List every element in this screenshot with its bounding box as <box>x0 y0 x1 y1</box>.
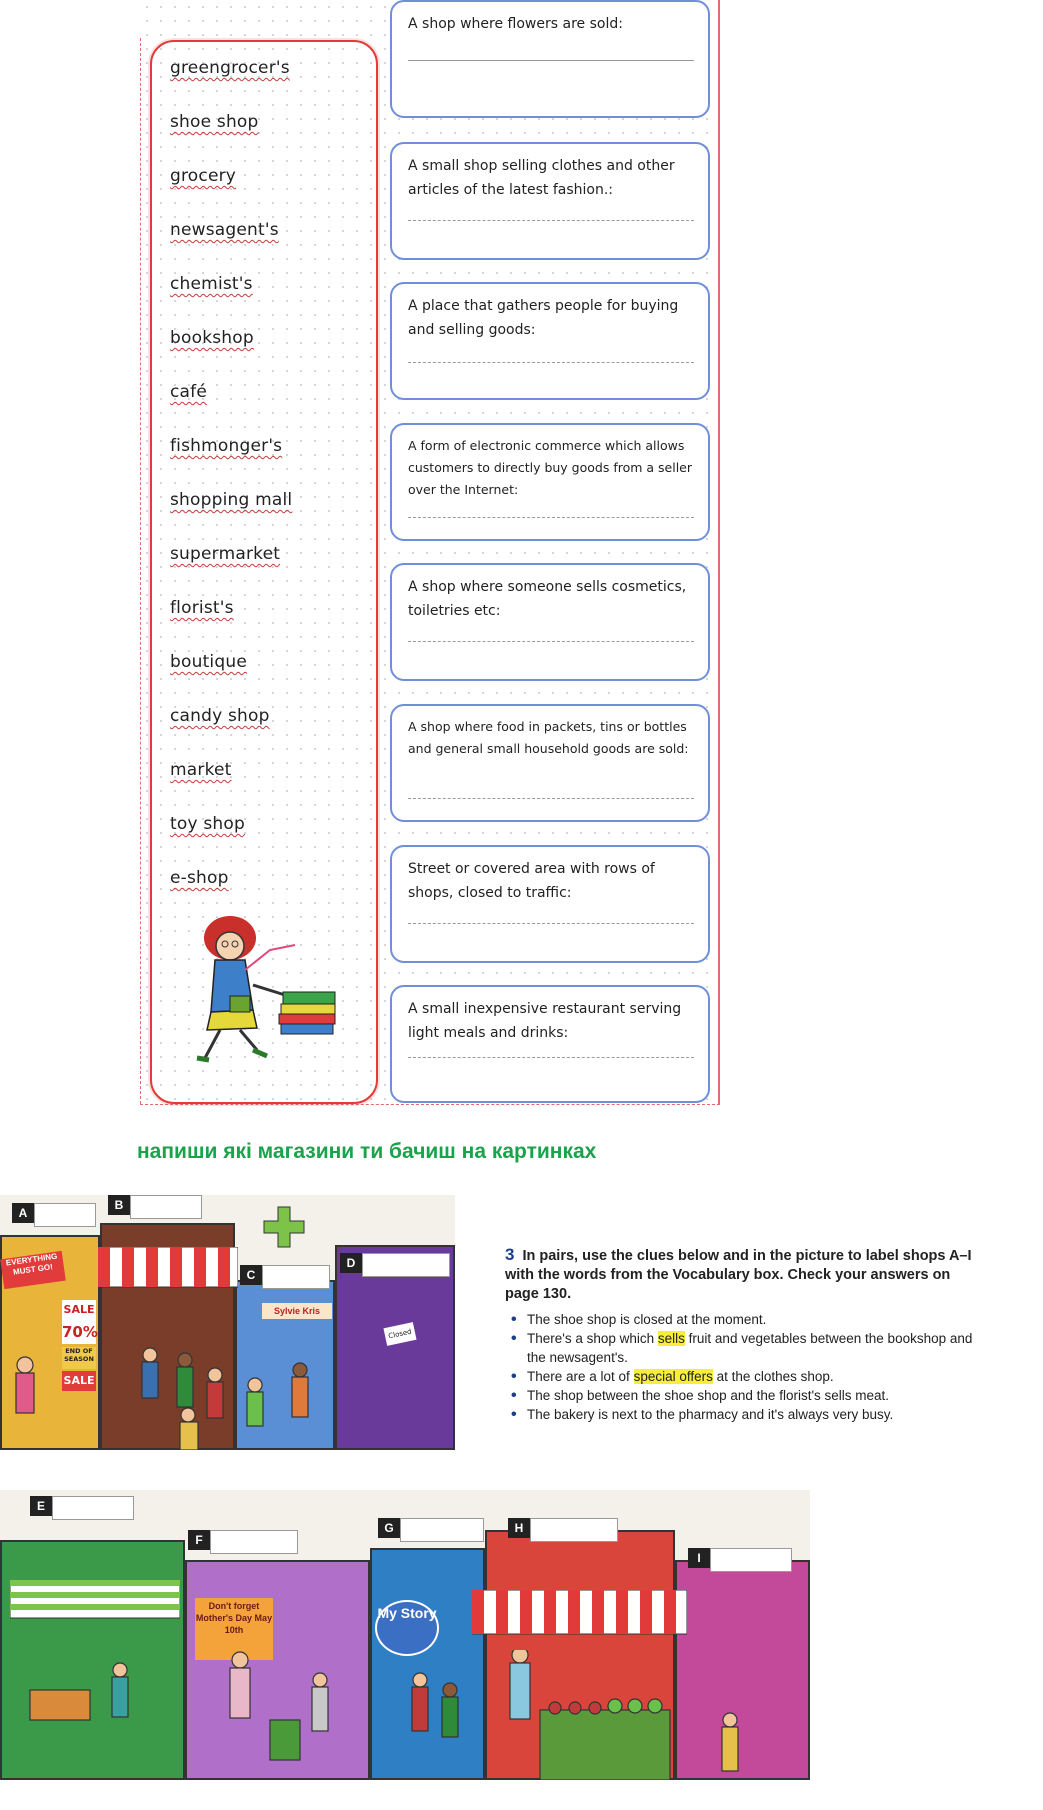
shop-letter-b: B <box>108 1195 130 1215</box>
striped-awning <box>472 1590 687 1638</box>
exercise-heading: напиши які магазини ти бачиш на картинках <box>137 1140 597 1163</box>
word-item: toy shop <box>170 814 245 834</box>
shop-label-input[interactable] <box>400 1518 484 1542</box>
shop-letter-e: E <box>30 1496 52 1516</box>
definition-text: Street or covered area with rows of shops, closed to traffic: <box>408 861 655 901</box>
definition-text: A place that gathers people for buying and selling goods: <box>408 298 679 338</box>
mothers-day-poster: Don't forget Mother's Day May 10th <box>195 1598 273 1660</box>
bookshop-sign: My Story <box>375 1600 439 1656</box>
definition-text: A shop where someone sells cosmetics, toiletries etc: <box>408 579 687 619</box>
answer-line[interactable] <box>408 798 694 799</box>
shop-label-input[interactable] <box>34 1203 96 1227</box>
shop-letter-i: I <box>688 1548 710 1568</box>
people-crowd-illustration <box>0 1335 455 1450</box>
word-item: florist's <box>170 598 234 618</box>
worksheet-border <box>140 1104 720 1105</box>
shop-label-input[interactable] <box>530 1518 618 1542</box>
word-item: market <box>170 760 232 780</box>
definition-card <box>390 142 710 260</box>
street-scene-illustration <box>0 1650 810 1780</box>
definition-card <box>390 0 710 118</box>
sale-poster: EVERYTHING MUST GO! <box>0 1251 66 1289</box>
answer-line[interactable] <box>408 220 694 221</box>
answer-line[interactable] <box>408 362 694 363</box>
word-item: newsagent's <box>170 220 279 240</box>
task-number: 3 <box>505 1245 515 1264</box>
worksheet-border <box>140 38 142 1104</box>
word-item: fishmonger's <box>170 436 283 456</box>
word-item: bookshop <box>170 328 254 348</box>
shop-letter-f: F <box>188 1530 210 1550</box>
sale-poster: SALE <box>62 1371 96 1391</box>
pharmacy-cross-icon <box>262 1205 306 1249</box>
word-item: supermarket <box>170 544 281 564</box>
word-item: café <box>170 382 208 402</box>
answer-line[interactable] <box>408 923 694 924</box>
clue-item: • The shoe shop is closed at the moment. <box>527 1310 985 1329</box>
definition-card <box>390 985 710 1103</box>
closed-sign: Closed <box>383 1322 416 1346</box>
definition-text: A shop where food in packets, tins or bottles and general small household goods are sold: <box>408 719 689 756</box>
shop-street-picture-top <box>0 1195 455 1450</box>
clue-item: • The shop between the shoe shop and the florist's sells meat. <box>527 1386 985 1405</box>
shopper-woman-illustration <box>175 900 350 1070</box>
definition-text: A form of electronic commerce which allows customers to directly buy goods from a seller over the Internet: <box>408 438 693 497</box>
task-instruction: In pairs, use the clues below and in the picture to label shops A–I with the words from the Vocabulary box. Check your answers on page 130. <box>505 1248 972 1302</box>
striped-awning <box>98 1247 238 1297</box>
word-item: grocery <box>170 166 237 186</box>
word-item: shopping mall <box>170 490 293 510</box>
clue-item: • The bakery is next to the pharmacy and it's always very busy. <box>527 1405 985 1424</box>
definition-card <box>390 704 710 822</box>
sale-poster: END OF SEASON <box>62 1347 96 1369</box>
definition-card <box>390 423 710 541</box>
definition-card <box>390 282 710 400</box>
shop-label-input[interactable] <box>710 1548 792 1572</box>
shop-label-input[interactable] <box>52 1496 134 1520</box>
sale-poster: SALE <box>62 1300 96 1320</box>
shop-letter-h: H <box>508 1518 530 1538</box>
shop-label-input[interactable] <box>262 1265 330 1289</box>
word-item: boutique <box>170 652 247 672</box>
striped-awning <box>10 1580 180 1620</box>
definition-card <box>390 845 710 963</box>
answer-line[interactable] <box>408 60 694 61</box>
word-item: greengrocer's <box>170 58 290 78</box>
shop-letter-d: D <box>340 1253 362 1273</box>
definition-text: A small inexpensive restaurant serving light meals and drinks: <box>408 1001 682 1041</box>
word-item: shoe shop <box>170 112 259 132</box>
shop-label-input[interactable] <box>210 1530 298 1554</box>
shop-label-input[interactable] <box>362 1253 450 1277</box>
shop-label-input[interactable] <box>130 1195 202 1219</box>
shop-letter-a: A <box>12 1203 34 1223</box>
shop-street-picture-bottom <box>0 1490 810 1780</box>
clue-item: • There's a shop which sells fruit and vegetables between the bookshop and the newsagent's. <box>527 1329 985 1367</box>
shop-letter-g: G <box>378 1518 400 1538</box>
shop-letter-c: C <box>240 1265 262 1285</box>
definition-card <box>390 563 710 681</box>
sale-poster: 70% <box>62 1320 96 1344</box>
book-poster: Sylvie Kris <box>262 1303 332 1319</box>
answer-line[interactable] <box>408 1057 694 1058</box>
answer-line[interactable] <box>408 517 694 518</box>
task-instructions <box>505 1245 985 1424</box>
definition-text: A small shop selling clothes and other articles of the latest fashion.: <box>408 158 675 198</box>
worksheet-border <box>718 0 720 1105</box>
answer-line[interactable] <box>408 641 694 642</box>
word-item: chemist's <box>170 274 253 294</box>
definition-text: A shop where flowers are sold: <box>408 16 623 32</box>
clue-item: • There are a lot of special offers at the clothes shop. <box>527 1367 985 1386</box>
clue-list <box>505 1310 985 1424</box>
word-item: e-shop <box>170 868 229 888</box>
word-item: candy shop <box>170 706 270 726</box>
